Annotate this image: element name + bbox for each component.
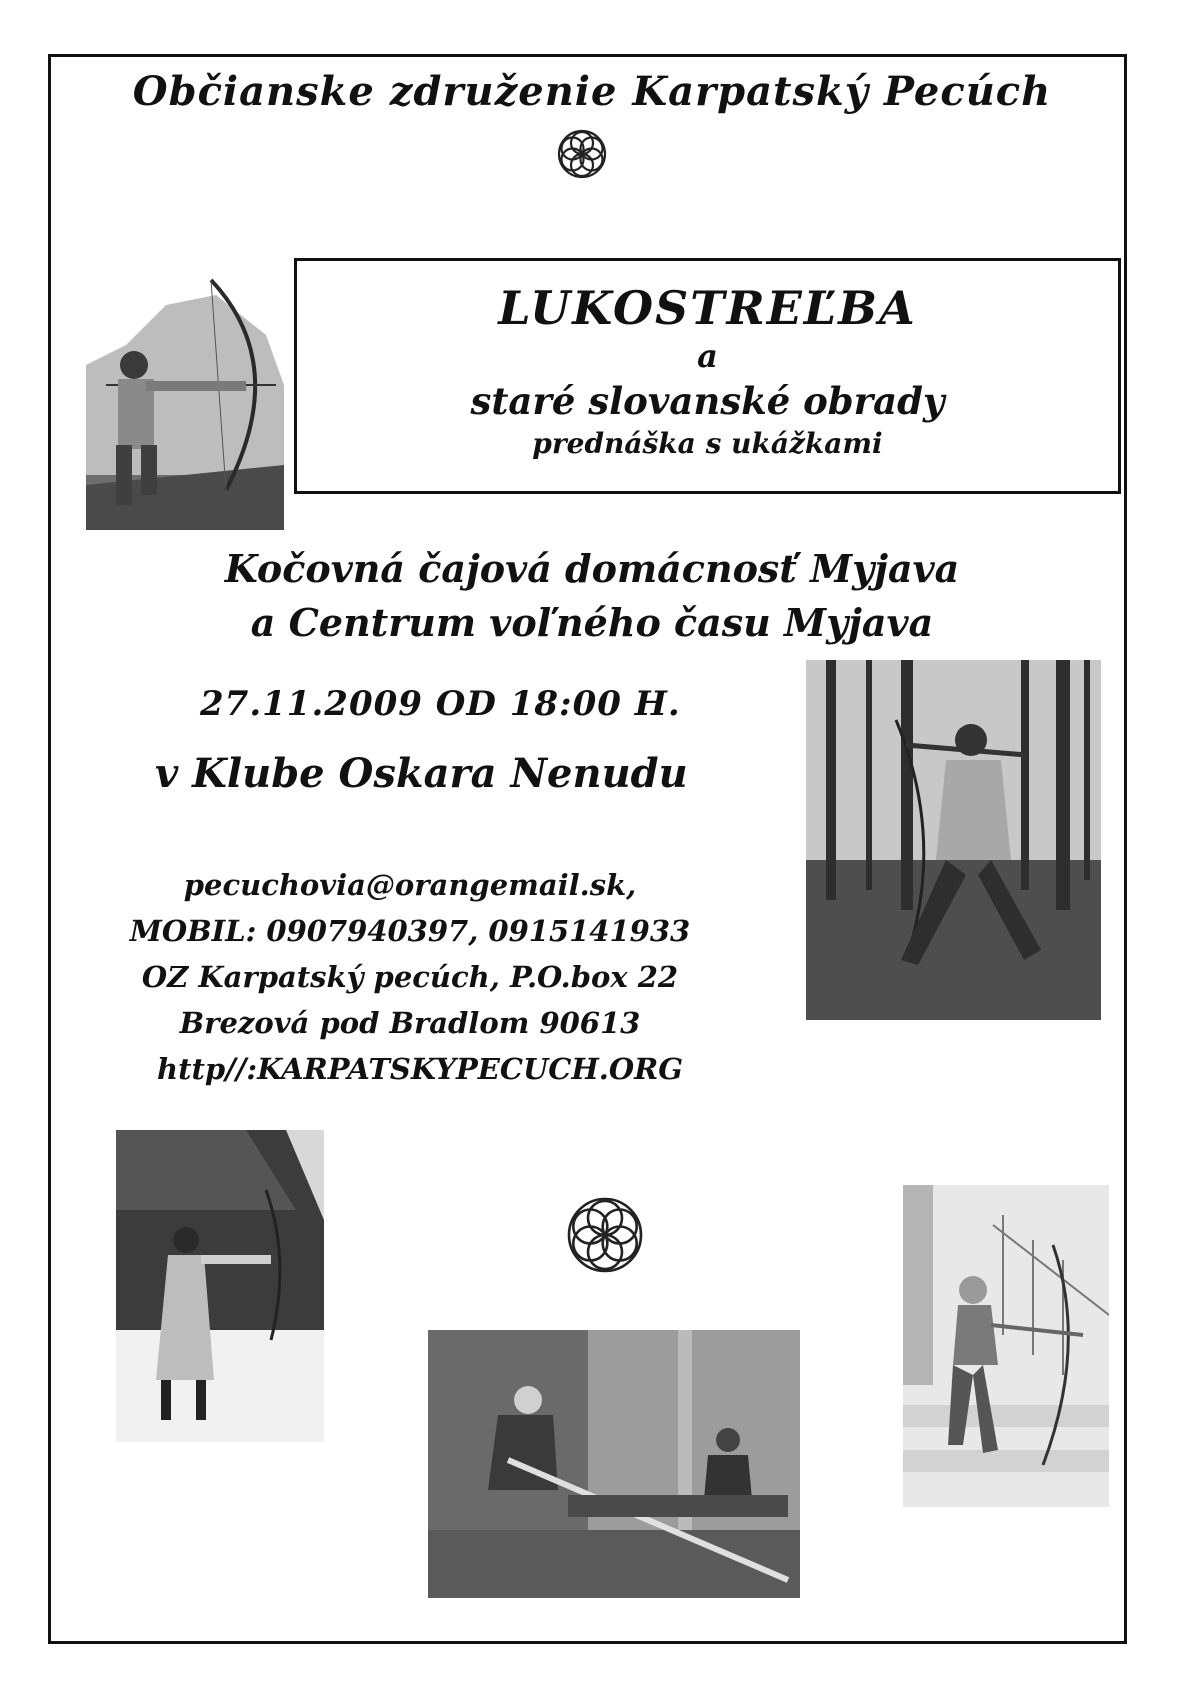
flower-of-life-icon (556, 128, 608, 180)
contact-mobile: MOBIL: 0907940397, 0915141933 (129, 914, 691, 948)
photo-archer-indoor (903, 1185, 1109, 1507)
event-place: v Klube Oskara Nenudu (155, 750, 688, 797)
event-date: 27.11.2009 OD 18:00 H. (200, 684, 681, 724)
photo-archer-field (86, 275, 284, 530)
title-conjunction: a (697, 337, 718, 375)
contact-email: pecuchovia@orangemail.sk, (183, 868, 637, 902)
event-subtitle: staré slovanské obrady (470, 379, 945, 423)
venue-line-2: a Centrum voľného času Myjava (250, 600, 934, 645)
event-title: LUKOSTREĽBA (498, 281, 917, 335)
event-note: prednáška s ukážkami (532, 427, 883, 460)
title-box (294, 258, 1121, 494)
organization-name: Občianske združenie Karpatský Pecúch (132, 68, 1052, 115)
contact-address: OZ Karpatský pecúch, P.O.box 22 (141, 960, 679, 994)
contact-city: Brezová pod Bradlom 90613 (179, 1006, 641, 1040)
flower-of-life-icon (565, 1195, 645, 1275)
photo-bow-workshop (428, 1330, 800, 1598)
contact-web: http//:KARPATSKYPECUCH.ORG (157, 1052, 683, 1086)
photo-archer-forest (806, 660, 1101, 1020)
photo-archer-snow (116, 1130, 324, 1442)
venue-line-1: Kočovná čajová domácnosť Myjava (224, 546, 960, 591)
